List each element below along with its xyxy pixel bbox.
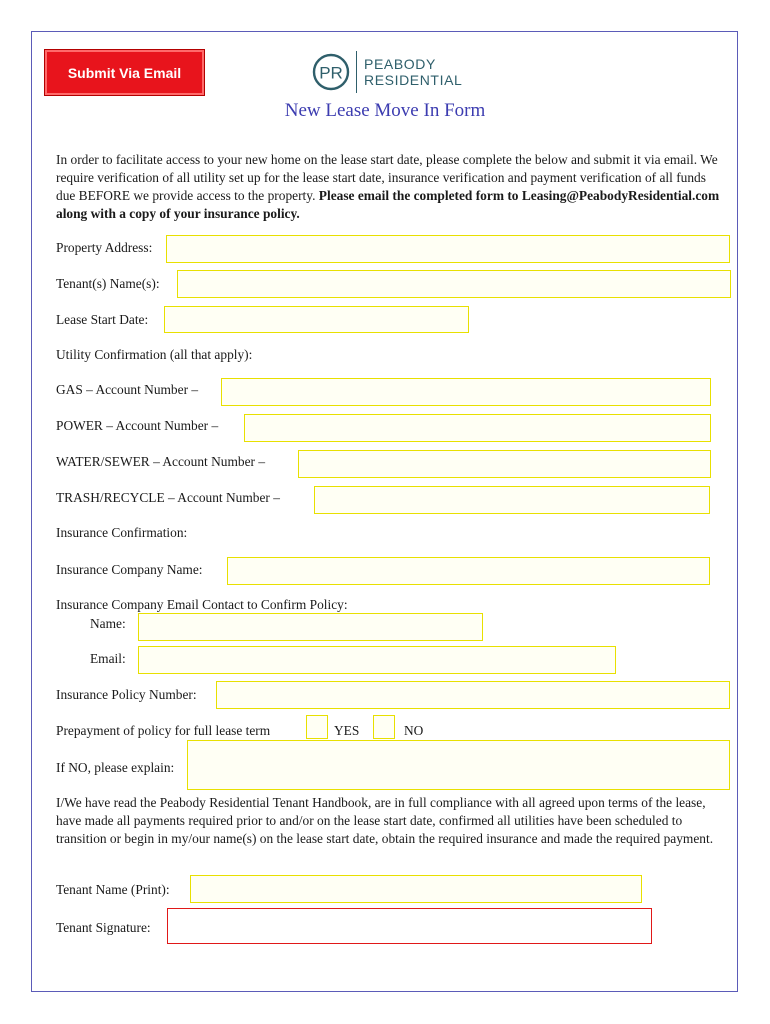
insurance-header: Insurance Confirmation: [56,525,188,540]
trash-label: TRASH/RECYCLE – Account Number – [56,490,280,505]
tenant-signature-field[interactable] [167,908,652,944]
contact-email-label: Email: [90,651,126,666]
contact-name-field[interactable] [138,613,483,641]
intro-instruction: Please email the completed form to Leasing@PeabodyResidential.com along with a copy of your insurance policy. [56,188,720,221]
gas-label: GAS – Account Number – [56,382,199,397]
insurance-contact-header: Insurance Company Email Contact to Confirm Policy: [56,597,348,612]
power-label: POWER – Account Number – [56,418,219,433]
agreement-paragraph: I/We have read the Peabody Residential Tenant Handbook, are in full compliance with all agreed upon terms of the lease, have made all payments required prior to and/or on the lease start date, confirmed all utilities have been scheduled to transition or begin in my/our name(s) on the lease start date, obtain the required insurance and made the required payment. [56,795,714,846]
logo-line2: RESIDENTIAL [364,72,463,88]
form-title: New Lease Move In Form [284,100,486,121]
power-account-field[interactable] [244,414,711,442]
lease-start-label: Lease Start Date: [56,312,149,327]
yes-checkbox[interactable] [306,715,328,739]
prepayment-label: Prepayment of policy for full lease term [56,723,271,738]
property-address-field[interactable] [166,235,730,263]
logo-wordmark [364,56,462,88]
property-address-label: Property Address: [56,240,153,255]
logo-line1: PEABODY [364,56,436,72]
trash-account-field[interactable] [314,486,710,514]
gas-account-field[interactable] [221,378,711,406]
intro-text: In order to facilitate access to your new home on the lease start date, please complete the below and submit it via email. We require verification of all utility set up for the lease start date, insurance verification and payment verification of all funds due BEFORE we provide access to the property. [56,152,718,203]
tenant-signature-label: Tenant Signature: [56,920,151,935]
tenant-names-label: Tenant(s) Name(s): [56,276,160,291]
no-checkbox[interactable] [373,715,395,739]
insurance-company-label: Insurance Company Name: [56,562,203,577]
policy-number-label: Insurance Policy Number: [56,687,197,702]
tenant-names-field[interactable] [177,270,731,298]
company-logo [312,49,462,95]
water-label: WATER/SEWER – Account Number – [56,454,266,469]
no-label: NO [404,723,424,738]
logo-initials: PR [319,63,343,83]
tenant-name-print-label: Tenant Name (Print): [56,882,170,897]
explain-field[interactable] [187,740,730,790]
policy-number-field[interactable] [216,681,730,709]
logo-divider [356,51,357,93]
submit-via-email-button[interactable]: Submit Via Email [44,49,205,96]
water-account-field[interactable] [298,450,711,478]
tenant-name-print-field[interactable] [190,875,642,903]
intro-paragraph [56,151,726,223]
lease-start-field[interactable] [164,306,469,333]
yes-label: YES [334,723,360,738]
explain-label: If NO, please explain: [56,760,175,775]
contact-email-field[interactable] [138,646,616,674]
pr-logo-icon [312,53,350,91]
contact-name-label: Name: [90,616,126,631]
utility-header: Utility Confirmation (all that apply): [56,347,253,362]
insurance-company-field[interactable] [227,557,710,585]
